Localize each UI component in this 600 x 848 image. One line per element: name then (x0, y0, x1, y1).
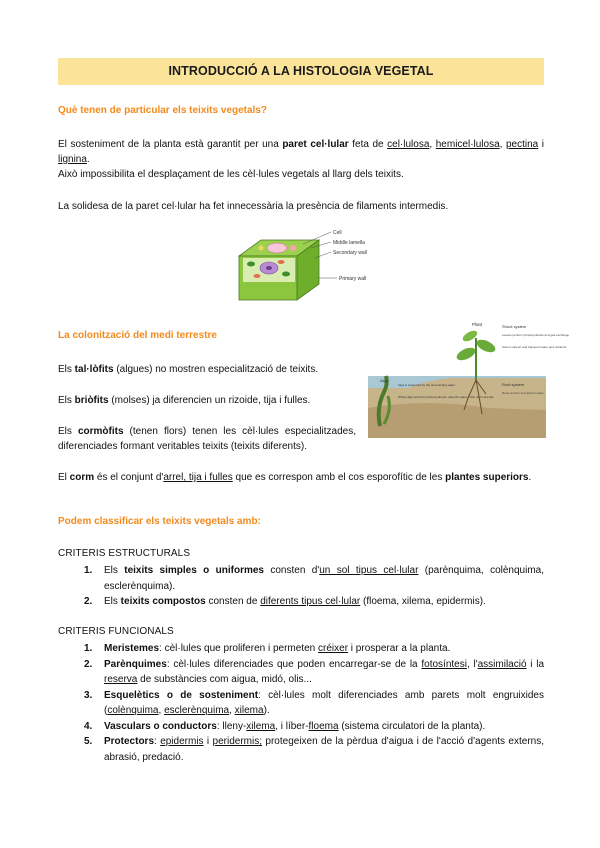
title-banner (58, 58, 544, 85)
plant-cell-illustration (231, 228, 381, 306)
section-heading-classify: Podem classificar els teixits vegetals amb: (58, 516, 261, 527)
paragraph-thallophytes: Els tal·lòfits (algues) no mostren especialització de teixits. (58, 364, 319, 375)
paragraph-solidity: La solidesa de la paret cel·lular ha fet innecessària la presència de filaments intermedis. (58, 201, 449, 212)
alga-support-label: Alga is supported by the surrounding water (398, 383, 456, 387)
paragraph-displacement: Això impossibilita el desplaçament de les cèl·lules vegetals al llarg dels teixits. (58, 169, 404, 180)
cell-label: Cell (333, 230, 342, 236)
structural-criteria-title: CRITERIS ESTRUCTURALS (58, 548, 191, 559)
paragraph-cell-wall: El sosteniment de la planta està garantit per una paret cel·lular feta de cel·lulosa, hemicel·lulosa, pectina i lignina. (58, 139, 545, 165)
primary-wall-label: Primary wall (339, 276, 367, 282)
shoot-system-label: Shoot system (502, 324, 527, 329)
section-heading-colonization: La colonització del medi terrestre (58, 330, 217, 341)
list-item: 4. Vasculars o conductors: lleny-xilema, i líber-floema (sistema circulatori de la planta). (84, 720, 486, 732)
plant-label: Plant (472, 322, 483, 327)
page-title: INTRODUCCIÓ A LA HISTOLOGIA VEGETAL (168, 64, 434, 78)
roots-label: Roots anchor and absorb water (502, 391, 544, 395)
list-item: 3. Esquelètics o de sosteniment: cèl·lules molt diferenciades amb parets molt engruixides (colènquima, esclerènquima, xilema). (84, 689, 544, 716)
functional-criteria-title: CRITERIS FUNCIONALS (58, 626, 174, 637)
paragraph-bryophytes: Els briòfits (molses) ja diferencien un rizoide, tija i fulles. (58, 395, 311, 406)
alga-label: Alga (380, 378, 389, 383)
list-item: 1. Els teixits simples o uniformes consten d'un sol tipus cel·lular (parènquima, colènquima, esclerènquima). (84, 565, 544, 592)
paragraph-corm: El corm és el conjunt d'arrel, tija i fulles que es correspon amb el cos esporofític de les plantes superiors. (58, 472, 532, 483)
list-item: 1. Meristemes: cèl·lules que proliferen i permeten créixer i prosperar a la planta. (84, 643, 451, 654)
middle-lamella-label: Middle lamella (333, 240, 365, 246)
list-item: 2. Parènquimes: cèl·lules diferenciades que poden encarregar-se de la fotosíntesi, l'assimilació i la reserva de substàncies com aigua, midó, olis... (84, 658, 545, 685)
alga-photosynthesis-label: Whole alga performs photosynthesis; absorbs water, CO2, and minerals (398, 395, 494, 399)
stems-label: Stems support and transport water and nutrients (502, 345, 567, 349)
list-item: 2. Els teixits compostos consten de diferents tipus cel·lular (floema, xilema, epidermis). (84, 596, 486, 607)
section-heading-particular: Què tenen de particular els teixits vegetals? (58, 105, 267, 116)
land-plant-vs-alga-illustration (368, 318, 570, 438)
functional-criteria-list (84, 641, 544, 765)
structural-criteria-list (84, 563, 544, 610)
root-system-label: Root system (502, 382, 525, 387)
leaves-label: Leaves perform photosynthesis and gas exchange (502, 333, 570, 337)
list-item: 5. Protectors: epidermis i peridermis; protegeixen de la pèrdua d'aigua i de l'acció d'agents externs, abrasió, predació. (84, 736, 544, 763)
secondary-wall-label: Secondary wall (333, 250, 367, 256)
paragraph-cormophytes: Els cormòfits (tenen flors) tenen les cèl·lules especialitzades, diferenciades formant veritables teixits (teixits diferents). (58, 426, 357, 452)
